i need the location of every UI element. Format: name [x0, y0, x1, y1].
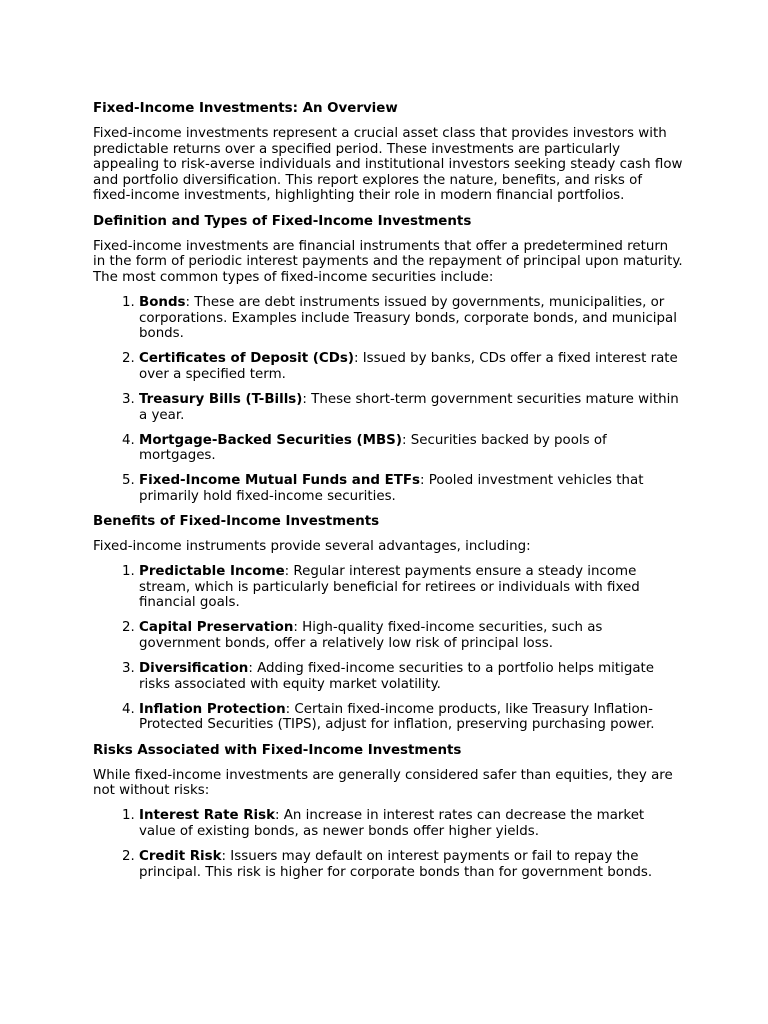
list-item [139, 295, 683, 342]
list-item [139, 620, 683, 651]
section-intro-definition: Fixed-income investments are financial instruments that offer a predetermined return in the form of periodic interest payments and the repayment of principal upon maturity. The most common types of fixed-income securities include: [93, 238, 683, 285]
risks-list [93, 808, 683, 880]
list-item-text: : These are debt instruments issued by governments, municipalities, or corporations. Examples include Treasury bonds, corporate bonds, and municipal bonds. [139, 294, 677, 342]
section-intro-risks: While fixed-income investments are generally considered safer than equities, they are not without risks: [93, 767, 673, 799]
list-item-text: : Issued by banks, CDs offer a fixed interest rate over a specified term. [139, 351, 678, 382]
list-item-term: Credit Risk [139, 848, 222, 864]
list-item-term: Diversification [139, 661, 249, 677]
section-heading-definition: Definition and Types of Fixed-Income Investments [93, 213, 472, 229]
list-item-term: Inflation Protection [139, 701, 286, 717]
list-item-term: Treasury Bills (T-Bills) [139, 391, 303, 407]
document-title: Fixed-Income Investments: An Overview [93, 101, 398, 116]
list-item-term: Capital Preservation [139, 620, 294, 636]
list-item-term: Fixed-Income Mutual Funds and ETFs [139, 473, 421, 489]
list-item [139, 702, 683, 733]
list-item-text: : An increase in interest rates can decrease the market value of existing bonds, as newer bonds offer higher yields. [139, 808, 645, 839]
section-heading-benefits: Benefits of Fixed-Income Investments [93, 513, 380, 529]
list-item [139, 849, 683, 880]
types-list [93, 295, 683, 505]
document-page [93, 101, 683, 890]
list-item-text: : Adding fixed-income securities to a portfolio helps mitigate risks associated with equity market volatility. [139, 661, 655, 692]
list-item-term: Predictable Income [139, 564, 285, 580]
list-item-text: : High-quality fixed-income securities, such as government bonds, offer a relatively low risk of principal loss. [139, 620, 603, 652]
section-heading-risks: Risks Associated with Fixed-Income Investments [93, 742, 462, 758]
benefits-list [93, 564, 683, 733]
list-item [139, 661, 683, 692]
list-item-term: Mortgage-Backed Securities (MBS) [139, 432, 402, 448]
list-item-term: Interest Rate Risk [139, 808, 275, 824]
list-item [139, 392, 683, 423]
intro-paragraph: Fixed-income investments represent a crucial asset class that provides investors with predictable returns over a specified period. These investments are particularly appealing to risk-averse individuals and institutional investors seeking steady cash flow and portfolio diversification. This report explores the nature, benefits, and risks of fixed-income investments, highlighting their role in modern financial portfolios. [93, 126, 683, 204]
list-item-text: : Certain fixed-income products, like Treasury Inflation-Protected Securities (TIPS), adjust for inflation, preserving purchasing power. [139, 701, 655, 733]
list-item [139, 351, 683, 382]
list-item [139, 808, 683, 839]
list-item-term: Certificates of Deposit (CDs) [139, 351, 354, 367]
list-item [139, 433, 683, 464]
list-item-text: : These short-term government securities mature within a year. [139, 391, 679, 423]
section-intro-benefits: Fixed-income instruments provide several advantages, including: [93, 539, 531, 555]
list-item-text: : Issuers may default on interest payments or fail to repay the principal. This risk is higher for corporate bonds than for government bonds. [139, 848, 653, 880]
list-item-text: : Pooled investment vehicles that primarily hold fixed-income securities. [139, 473, 644, 504]
list-item-term: Bonds [139, 294, 186, 310]
list-item-text: : Securities backed by pools of mortgages. [139, 432, 607, 464]
list-item-text: : Regular interest payments ensure a steady income stream, which is particularly beneficial for retirees or individuals with fixed financial goals. [139, 564, 640, 611]
list-item [139, 564, 683, 611]
list-item [139, 473, 683, 504]
